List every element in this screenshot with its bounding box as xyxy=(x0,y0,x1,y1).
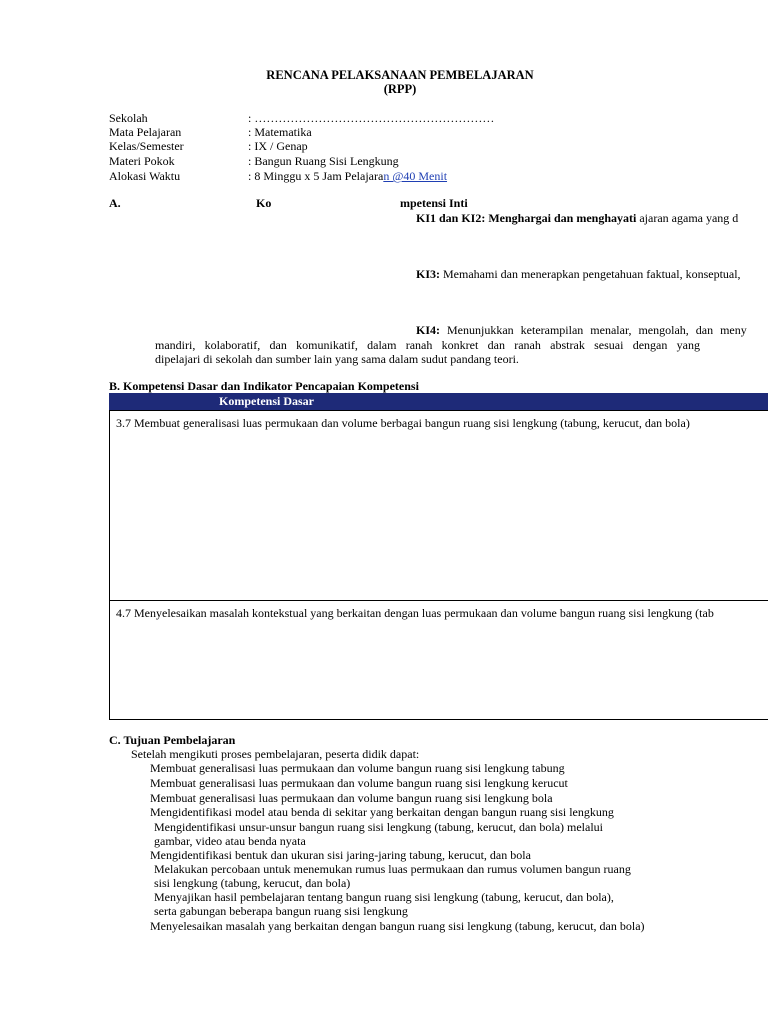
list-item: serta gabungan beberapa bangun ruang sisi lengkung xyxy=(154,904,408,918)
ki4-body: Menunjukkan keterampilan menalar, mengolah, dan meny xyxy=(440,323,747,337)
info-value-alokasi xyxy=(248,169,447,183)
ki1-ki2-body: ajaran agama yang d xyxy=(636,211,739,225)
list-item: gambar, video atau benda nyata xyxy=(154,834,306,848)
info-value-materi: : Bangun Ruang Sisi Lengkung xyxy=(248,154,399,168)
info-value-mata-pelajaran: : Matematika xyxy=(248,125,312,139)
ki4-line-3: dipelajari di sekolah dan sumber lain yang sama dalam sudut pandang teori. xyxy=(155,352,519,366)
list-item: Mengidentifikasi model atau benda di sekitar yang berkaitan dengan bangun ruang sisi lengkung xyxy=(150,805,614,819)
list-item: Mengidentifikasi unsur-unsur bangun ruang sisi lengkung (tabung, kerucut, dan bola) melalui xyxy=(154,820,603,834)
info-label-sekolah: Sekolah xyxy=(109,111,148,125)
ki4-text xyxy=(416,323,747,337)
document-title: RENCANA PELAKSANAAN PEMBELAJARAN xyxy=(266,68,534,82)
section-c-heading: C. Tujuan Pembelajaran xyxy=(109,733,236,747)
kd-table-header xyxy=(109,393,768,410)
ki1-ki2-label: KI1 dan KI2: Menghargai dan menghayati xyxy=(416,211,637,225)
ki3-label: KI3: xyxy=(416,267,440,281)
kd-4-7-text: 4.7 Menyelesaikan masalah kontekstual yang berkaitan dengan luas permukaan dan volume bangun ruang sisi lengkung (tab xyxy=(116,606,714,620)
kd-row-4-7 xyxy=(109,600,768,720)
ki3-text xyxy=(416,267,741,281)
list-item: sisi lengkung (tabung, kerucut, dan bola) xyxy=(154,876,351,890)
document-subtitle: (RPP) xyxy=(383,82,417,96)
kd-3-7-text: 3.7 Membuat generalisasi luas permukaan dan volume berbagai bangun ruang sisi lengkung (tabung, kerucut, dan bola) xyxy=(116,416,690,430)
info-label-alokasi: Alokasi Waktu xyxy=(109,169,181,183)
ki4-label: KI4: xyxy=(416,323,440,337)
info-label-kelas: Kelas/Semester xyxy=(109,139,184,153)
list-item: Membuat generalisasi luas permukaan dan volume bangun ruang sisi lengkung tabung xyxy=(150,761,565,775)
section-a-heading-part2: mpetensi Inti xyxy=(400,196,468,210)
list-item: Melakukan percobaan untuk menemukan rumus luas permukaan dan rumus volumen bangun ruang xyxy=(154,862,631,876)
info-value-sekolah: : …………………………………………………… xyxy=(248,111,495,125)
list-item: Membuat generalisasi luas permukaan dan volume bangun ruang sisi lengkung bola xyxy=(150,791,553,805)
info-label-mata-pelajaran: Mata Pelajaran xyxy=(109,125,182,139)
ki3-body: Memahami dan menerapkan pengetahuan faktual, konseptual, xyxy=(440,267,741,281)
info-value-kelas: : IX / Genap xyxy=(248,139,308,153)
list-item: Menyajikan hasil pembelajaran tentang bangun ruang sisi lengkung (tabung, kerucut, dan bola), xyxy=(154,890,614,904)
ki1-ki2-text xyxy=(416,211,738,225)
alokasi-link[interactable]: n @40 Menit xyxy=(383,169,448,183)
section-c-intro: Setelah mengikuti proses pembelajaran, peserta didik dapat: xyxy=(131,747,420,761)
alokasi-text: : 8 Minggu x 5 Jam Pelajara xyxy=(248,169,384,183)
section-a-letter: A. xyxy=(109,196,121,210)
ki4-line-2: mandiri, kolaboratif, dan komunikatif, dalam ranah konkret dan ranah abstrak sesuai dengan yang xyxy=(155,338,700,352)
list-item: Membuat generalisasi luas permukaan dan volume bangun ruang sisi lengkung kerucut xyxy=(150,776,568,790)
info-label-materi: Materi Pokok xyxy=(109,154,175,168)
list-item: Mengidentifikasi bentuk dan ukuran sisi jaring-jaring tabung, kerucut, dan bola xyxy=(150,848,531,862)
section-a-heading-part1: Ko xyxy=(256,196,272,210)
kd-row-3-7 xyxy=(109,410,768,601)
list-item: Menyelesaikan masalah yang berkaitan dengan bangun ruang sisi lengkung (tabung, kerucut, dan bola) xyxy=(150,919,645,933)
section-b-heading: B. Kompetensi Dasar dan Indikator Pencapaian Kompetensi xyxy=(109,379,419,393)
kd-table-header-label: Kompetensi Dasar xyxy=(219,394,314,408)
